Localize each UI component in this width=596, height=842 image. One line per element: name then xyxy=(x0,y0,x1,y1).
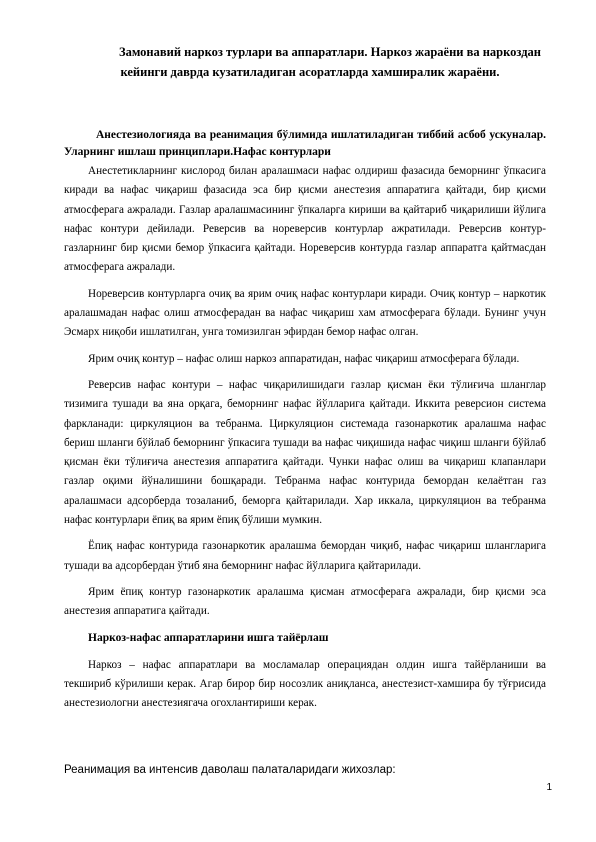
paragraph: Ёпиқ нафас контурида газонаркотик аралашма бемордан чиқиб, нафас чиқариш шлангларига тушади ва адсорбердан ўтиб яна беморнинг нафас йўлларига қайтарилади. xyxy=(64,540,546,572)
subheading: Наркоз-нафас аппаратларини ишга тайёрлаш xyxy=(88,631,329,644)
paragraph: Реверсив нафас контури – нафас чиқарилишидаги газлар қисман ёки тўлиғича шланглар тизимига тушади ва яна орқага, беморнинг нафас йўлларига қайтади. Иккита реверсион система фаркланади: циркуляцион ва тебранма. Циркуляцион системада газонаркотик аралашма нафас бериш шланги бўйлаб беморнинг ўпкасига тушади ва нафас чиқишида нафас чиқиш шланги бўйлаб қисман ёки тўлиғича анестезия аппаратига қайтади. Чунки нафас олиш ва чиқариш клапанлари газлар оқими йўналишини бошқаради. Тебранма нафас контурида бемордан келаётган газ аралашмаси адсорберда тозаланиб, беморга қайтарилади. Хар иккала, циркуляцион ва тебранма нафас контурлари ёпиқ ва ярим ёпиқ бўлиши мумкин. xyxy=(64,378,546,527)
paragraph: Ярим очиқ контур – нафас олиш наркоз аппаратидан, нафас чиқариш атмосферага бўлади. xyxy=(88,352,520,365)
document-title: Замонавий наркоз турлари ва аппаратлари. Наркоз жараёни ва наркоздан кейинги даврда кузатиладиган асоратларда хамширалик жараёни. xyxy=(118,45,541,79)
paragraph: Ярим ёпиқ контур газонаркотик аралашма қисман атмосферага ажралади, бир қисми эса анестезия аппаратига қайтади. xyxy=(64,585,546,618)
page-number: 1 xyxy=(546,782,552,793)
paragraph: Анестетикларнинг кислород билан аралашмаси нафас олдириш фазасида беморнинг ўпкасига киради ва нафас чиқариш фазасида эса бир қисми анестезия аппаратига қайтади, бир қисми атмосферага ажралади. Газлар аралашмасининг ўпкаларга кириши ва қайтариб чиқарилиши йўлига нафас контури дейилади. Реверсив ва нореверсив контурлар ажратилади. Реверсив контур-газларнинг бир қисми бемор ўпкасига қайтади. Нореверсив контурда газлар аппаратга қайтмасдан атмосферага ажралади. xyxy=(64,165,546,274)
footer-line: Реанимация ва интенсив даволаш палаталаридаги жихозлар: xyxy=(64,764,396,776)
paragraph: Наркоз – нафас аппаратлари ва мосламалар операциядан олдин ишга тайёрланиши ва текшириб кўрилиши керак. Агар бирор бир носозлик аниқланса, анестезист-хамшира бу тўғрисида анестезиологни анестезиягача огохлантириши керак. xyxy=(64,658,546,710)
document-body xyxy=(64,162,546,720)
paragraph: Нореверсив контурларга очиқ ва ярим очиқ нафас контурлари киради. Очиқ контур – наркотик аралашмадан нафас олиш атмосферадан ва нафас чиқариш хам атмосферага бўлади. Бунинг учун Эсмарх ниқоби ишлатилган, унга томизилган эфирдан бемор нафас олган. xyxy=(64,287,546,339)
section-heading: Анестезиологияда ва реанимация бўлимида ишлатиладиган тиббий асбоб ускуналар. Уларнинг ишлаш принциплари.Нафас контурлари xyxy=(64,129,546,158)
